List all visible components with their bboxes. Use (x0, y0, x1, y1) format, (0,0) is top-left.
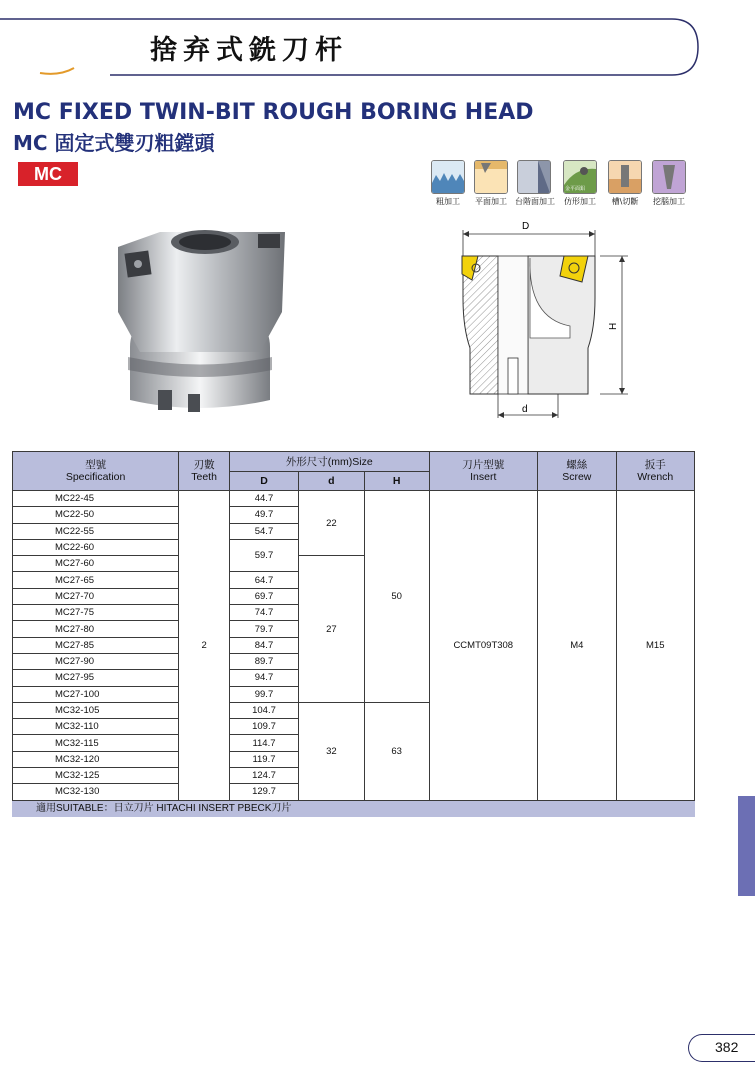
table-body (13, 491, 695, 801)
D-cell: 79.7 (229, 621, 298, 637)
spec-cell: MC27-80 (13, 621, 179, 637)
screw-cell: M4 (538, 491, 616, 801)
H-cell: 50 (364, 491, 429, 703)
spec-cell: MC27-60 (13, 556, 179, 572)
operation-label: 挖腦加工 (653, 197, 685, 206)
D-cell: 119.7 (229, 751, 298, 767)
face-machining-icon (474, 160, 508, 194)
D-cell: 109.7 (229, 719, 298, 735)
spec-cell: MC27-85 (13, 637, 179, 653)
operation-label: 台階面加工 (515, 197, 555, 206)
spec-cell: MC32-110 (13, 719, 179, 735)
technical-drawing (450, 218, 640, 423)
operation-label: 平面加工 (475, 197, 507, 206)
spec-cell: MC32-105 (13, 702, 179, 718)
suitable-note: 適用SUITABLE：日立刀片 HITACHI INSERT PBECK刀片 (12, 801, 695, 817)
spec-cell: MC22-55 (13, 523, 179, 539)
D-cell: 54.7 (229, 523, 298, 539)
spec-cell: MC27-90 (13, 653, 179, 669)
teeth-cell: 2 (179, 491, 230, 801)
spec-cell: MC27-65 (13, 572, 179, 588)
spec-cell: MC32-115 (13, 735, 179, 751)
spec-cell: MC32-120 (13, 751, 179, 767)
spec-cell: MC22-50 (13, 507, 179, 523)
col-header-spec: 型號 Specification (13, 452, 179, 491)
grooving-icon (608, 160, 642, 194)
product-title-cn: MC 固定式雙刃粗鏜頭 (13, 131, 215, 155)
D-cell: 64.7 (229, 572, 298, 588)
operation-label: 仿形加工 (564, 197, 596, 206)
insert-cell: CCMT09T308 (429, 491, 538, 801)
col-header-H: H (364, 472, 429, 491)
spec-cell: MC32-125 (13, 768, 179, 784)
series-badge: MC (18, 162, 78, 186)
operation-pocket (650, 160, 688, 207)
header-banner (0, 18, 700, 76)
spec-cell: MC22-60 (13, 539, 179, 555)
D-cell: 59.7 (229, 539, 298, 572)
col-header-D: D (229, 472, 298, 491)
operation-profile (561, 160, 599, 207)
D-cell: 94.7 (229, 670, 298, 686)
col-header-size: 外形尺寸(mm)Size (229, 452, 429, 472)
product-title-en: MC FIXED TWIN-BIT ROUGH BORING HEAD (13, 100, 534, 125)
category-title: 捨弃式銑刀杆 (150, 35, 348, 66)
D-cell: 129.7 (229, 784, 298, 800)
D-cell: 49.7 (229, 507, 298, 523)
profile-icon-caption: 金平面鋁 (565, 186, 586, 192)
operation-shoulder (515, 160, 553, 207)
d-cell: 22 (299, 491, 365, 556)
H-cell: 63 (364, 702, 429, 800)
dim-H-label: H (608, 322, 619, 330)
table-row (13, 491, 695, 507)
operation-label: 槽\切斷 (611, 197, 639, 206)
profile-machining-icon (563, 160, 597, 194)
D-cell: 114.7 (229, 735, 298, 751)
wrench-cell: M15 (616, 491, 694, 801)
pocket-machining-icon (652, 160, 686, 194)
spec-cell: MC27-75 (13, 605, 179, 621)
spec-cell: MC32-130 (13, 784, 179, 800)
d-cell: 32 (299, 702, 365, 800)
operation-grooving (606, 160, 644, 207)
page-number: 382 (715, 1039, 739, 1055)
D-cell: 84.7 (229, 637, 298, 653)
operation-face (472, 160, 510, 207)
spec-cell: MC27-70 (13, 588, 179, 604)
D-cell: 69.7 (229, 588, 298, 604)
operation-rough (429, 160, 467, 207)
spec-cell: MC22-45 (13, 491, 179, 507)
spec-cell: MC27-95 (13, 670, 179, 686)
spec-cell: MC27-100 (13, 686, 179, 702)
spec-table (12, 451, 695, 801)
dim-d-label: d (522, 404, 528, 415)
rough-machining-icon (431, 160, 465, 194)
D-cell: 89.7 (229, 653, 298, 669)
D-cell: 74.7 (229, 605, 298, 621)
D-cell: 124.7 (229, 768, 298, 784)
dim-D-label: D (522, 221, 530, 232)
shoulder-machining-icon (517, 160, 551, 194)
col-header-wrench: 扳手 Wrench (616, 452, 694, 491)
col-header-teeth: 刃數 Teeth (179, 452, 230, 491)
col-header-insert: 刀片型號 Insert (429, 452, 538, 491)
product-photo (100, 222, 300, 417)
D-cell: 44.7 (229, 491, 298, 507)
D-cell: 104.7 (229, 702, 298, 718)
D-cell: 99.7 (229, 686, 298, 702)
side-tab (738, 796, 755, 896)
col-header-d: d (299, 472, 365, 491)
operation-label: 粗加工 (436, 197, 460, 206)
col-header-screw: 螺絲 Screw (538, 452, 616, 491)
d-cell: 27 (299, 556, 365, 703)
